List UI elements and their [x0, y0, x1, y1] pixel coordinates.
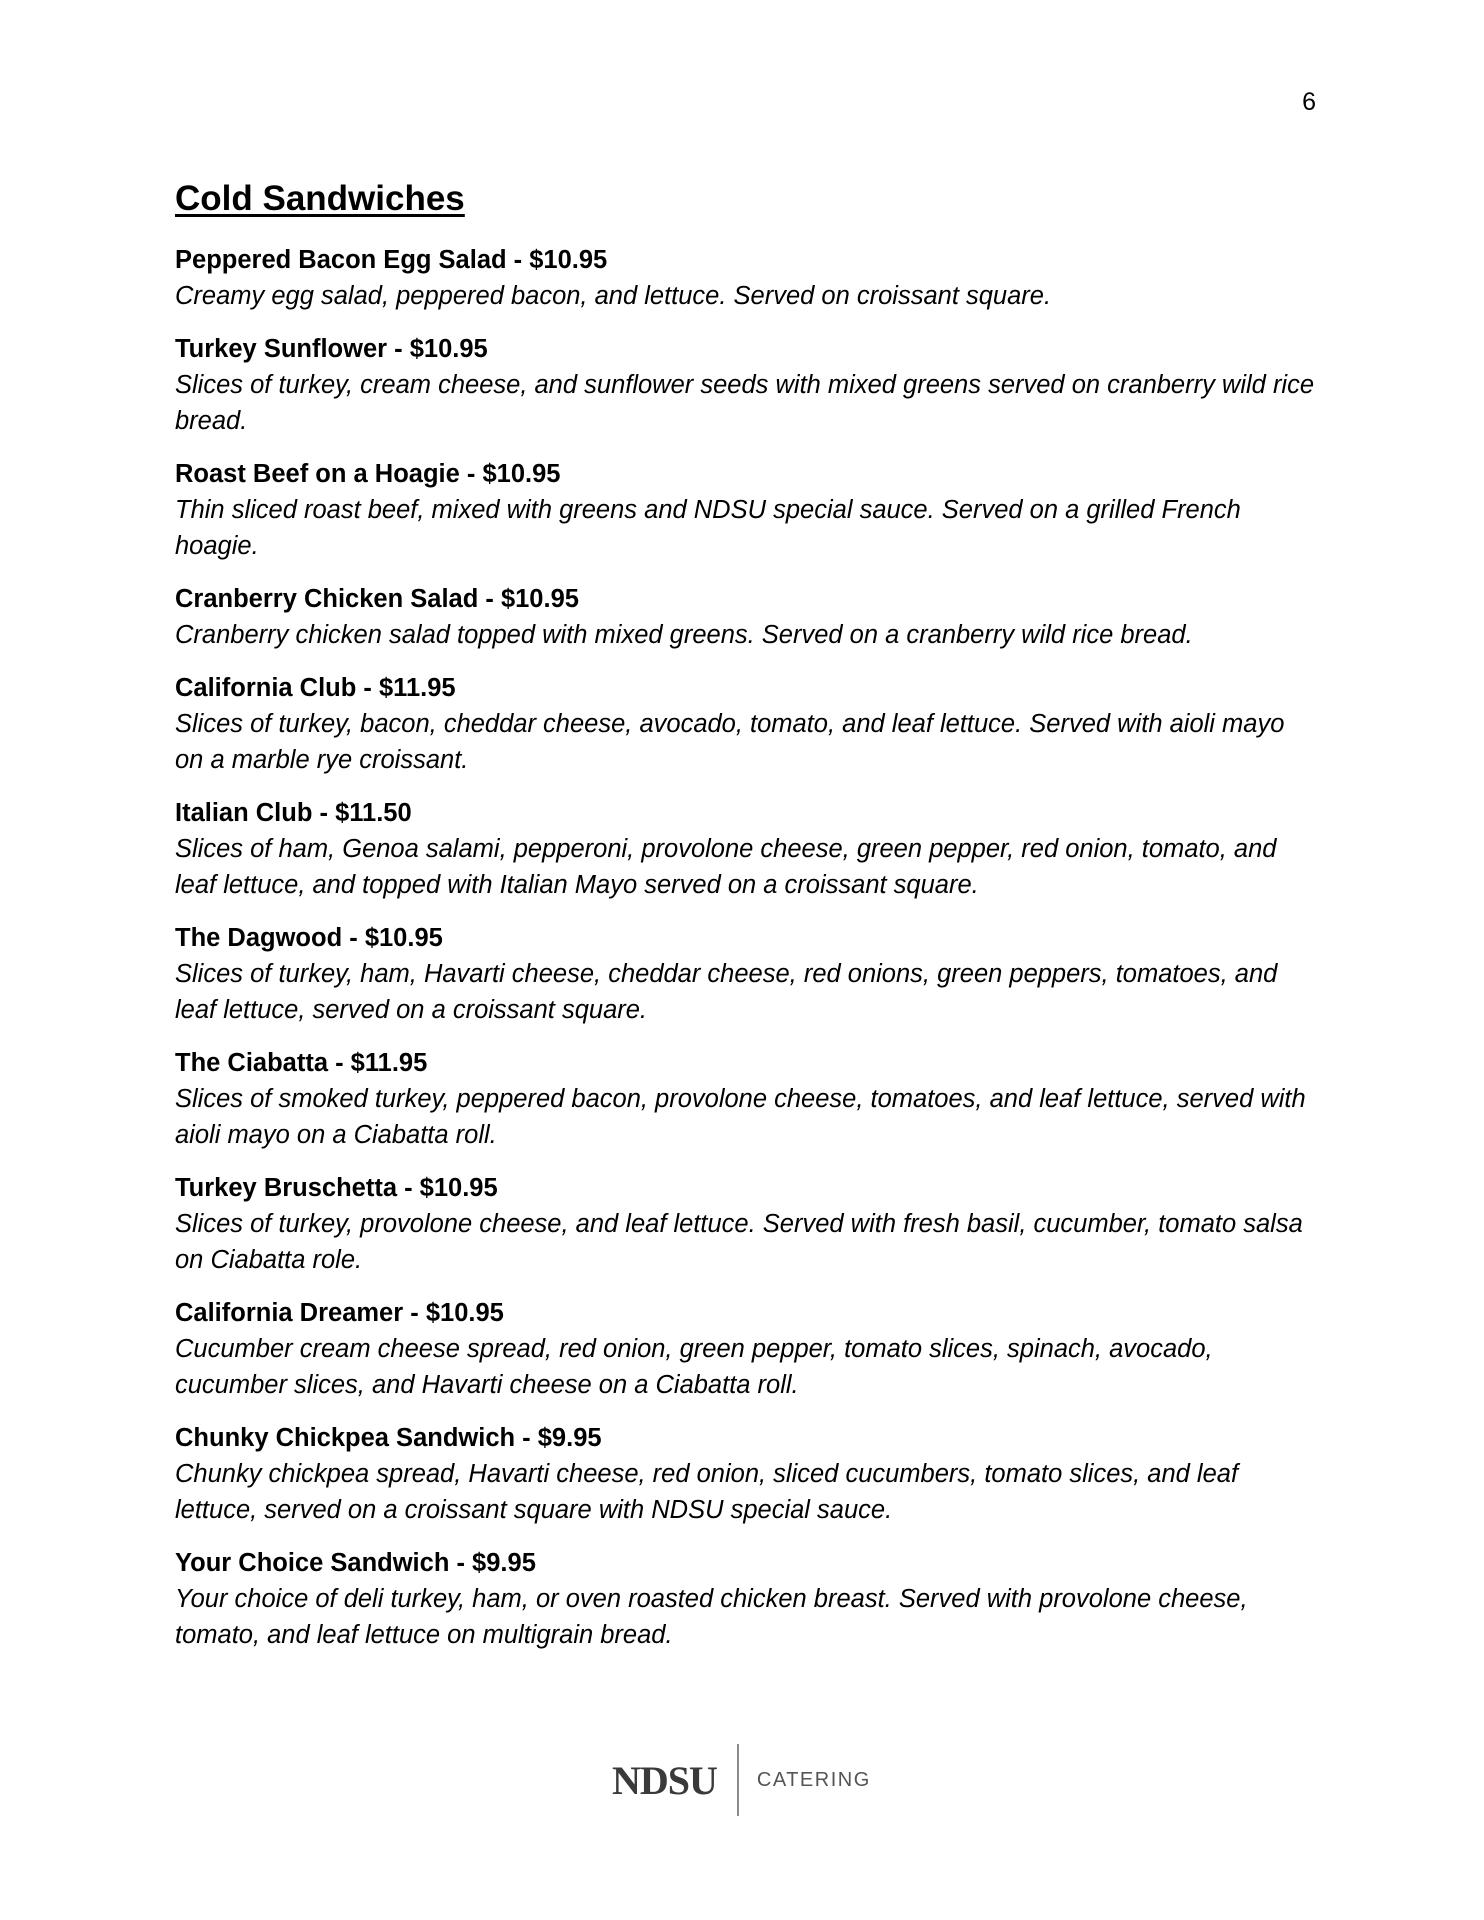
menu-item [175, 457, 1315, 564]
menu-item-heading: Chunky Chickpea Sandwich - $9.95 [175, 1423, 602, 1452]
ndsu-catering-logo [612, 1743, 871, 1817]
page-number: 6 [1302, 88, 1316, 116]
menu-item [175, 1046, 1315, 1153]
menu-section [175, 177, 1315, 1671]
menu-item [175, 332, 1315, 439]
menu-item-description: Slices of turkey, provolone cheese, and leaf lettuce. Served with fresh basil, cucumber, tomato salsa on Ciabatta role. [175, 1209, 1303, 1274]
menu-item-heading: Cranberry Chicken Salad - $10.95 [175, 584, 579, 613]
menu-item [175, 1421, 1315, 1528]
menu-item [175, 1296, 1315, 1403]
menu-item-heading: Peppered Bacon Egg Salad - $10.95 [175, 245, 608, 274]
menu-item-heading: Turkey Sunflower - $10.95 [175, 334, 488, 363]
menu-item [175, 671, 1315, 778]
menu-item [175, 582, 1315, 653]
menu-item-description: Slices of smoked turkey, peppered bacon, provolone cheese, tomatoes, and leaf lettuce, served with aioli mayo on a Ciabatta roll. [175, 1084, 1306, 1149]
menu-item [175, 243, 1315, 314]
menu-item-heading: The Ciabatta - $11.95 [175, 1048, 428, 1077]
menu-item-heading: The Dagwood - $10.95 [175, 923, 443, 952]
section-title: Cold Sandwiches [175, 179, 465, 218]
menu-item-description: Slices of turkey, bacon, cheddar cheese, avocado, tomato, and leaf lettuce. Served with aioli mayo on a marble rye croissant. [175, 709, 1285, 774]
menu-item-heading: Italian Club - $11.50 [175, 798, 412, 827]
menu-item-heading: Your Choice Sandwich - $9.95 [175, 1548, 536, 1577]
logo-divider [737, 1744, 739, 1816]
footer [0, 1743, 1484, 1823]
menu-item-heading: California Club - $11.95 [175, 673, 456, 702]
menu-item-heading: Roast Beef on a Hoagie - $10.95 [175, 459, 561, 488]
menu-item-description: Slices of turkey, ham, Havarti cheese, cheddar cheese, red onions, green peppers, tomatoes, and leaf lettuce, served on a croissant square. [175, 959, 1278, 1024]
menu-item [175, 1171, 1315, 1278]
menu-item-description: Cucumber cream cheese spread, red onion, green pepper, tomato slices, spinach, avocado, cucumber slices, and Havarti cheese on a Ciabatta roll. [175, 1334, 1213, 1399]
menu-item [175, 796, 1315, 903]
menu-item-description: Cranberry chicken salad topped with mixed greens. Served on a cranberry wild rice bread. [175, 620, 1193, 649]
menu-item-description: Creamy egg salad, peppered bacon, and lettuce. Served on croissant square. [175, 281, 1052, 310]
menu-item-description: Slices of turkey, cream cheese, and sunflower seeds with mixed greens served on cranberry wild rice bread. [175, 370, 1315, 435]
menu-item-heading: Turkey Bruschetta - $10.95 [175, 1173, 498, 1202]
logo-subtitle: CATERING [756, 1768, 871, 1791]
menu-item-description: Your choice of deli turkey, ham, or oven roasted chicken breast. Served with provolone cheese, tomato, and leaf lettuce on multigrain bread. [175, 1584, 1248, 1649]
menu-item [175, 1546, 1315, 1653]
menu-item [175, 921, 1315, 1028]
logo-wordmark: NDSU [612, 1757, 717, 1803]
menu-item-description: Thin sliced roast beef, mixed with greens and NDSU special sauce. Served on a grilled French hoagie. [175, 495, 1241, 560]
menu-item-description: Chunky chickpea spread, Havarti cheese, red onion, sliced cucumbers, tomato slices, and leaf lettuce, served on a croissant square with NDSU special sauce. [175, 1459, 1239, 1524]
menu-item-heading: California Dreamer - $10.95 [175, 1298, 504, 1327]
menu-item-list [175, 243, 1315, 1653]
menu-item-description: Slices of ham, Genoa salami, pepperoni, provolone cheese, green pepper, red onion, tomato, and leaf lettuce, and topped with Italian Mayo served on a croissant square. [175, 834, 1277, 899]
